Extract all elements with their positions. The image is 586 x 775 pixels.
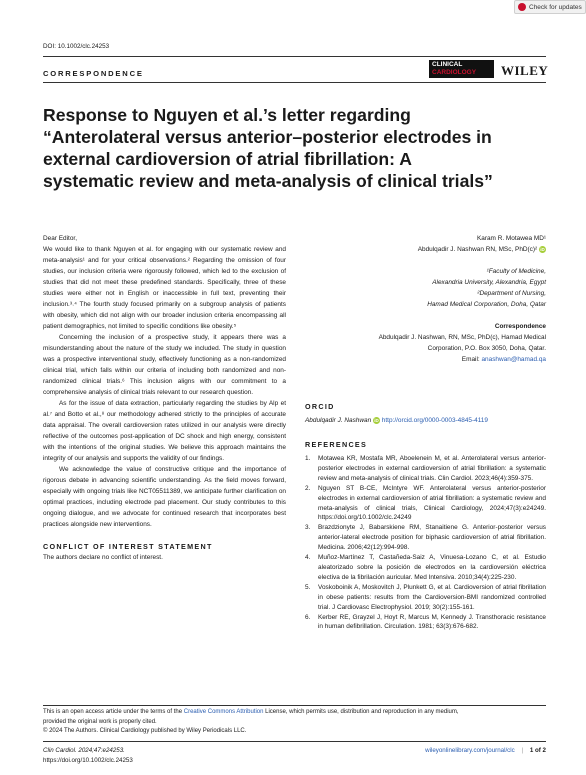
page-number: 1 of 2 <box>529 747 546 754</box>
paragraph: We would like to thank Nguyen et al. for engaging with our systematic review and meta-analysis¹ and for your critical observations.² Regarding the omission of four studies, our inclusion criteria were rigorously followed, which led to the exclusion of studies that did not meet these predefined standards. Specifically, three of these studies were either not in English or inaccessible in full text, preventing their inclusion.³˒⁴ The fourth study focused primarily on a subgroup analysis of patients with obesity, which did not align with our broader inclusion criteria encompassing all patient demographics, not limited to specific conditions like obesity.⁵ <box>43 246 286 330</box>
footer-rule <box>43 741 546 742</box>
footer-citation: Clin Cardiol. 2024;47:e24253. <box>43 747 125 754</box>
check-for-updates-icon <box>518 3 526 11</box>
article-doi: DOI: 10.1002/clc.24253 <box>43 43 110 50</box>
reference-item: 5. Voskoboinik A, Moskovitch J, Plunkett G, et al. Cardioversion of atrial fibrillation in obese patients: results from the Cardioversion-BMI randomized controlled trial. J Cardiovasc Electrophysiol. 2019; 30(2):155-161. <box>305 583 546 611</box>
orcid-block <box>305 401 546 426</box>
paragraph: We acknowledge the value of constructive critique and the importance of rigorous debate in advancing scientific understanding. As the field moves forward, especially with ongoing trials like NCT05511389, we anticipate further clarification on optimal practices, including electrode pad placement. Our study contributes to this ongoing dialogue, and we advocate for continued research that incorporates best practices alongside new interventions. <box>43 466 286 528</box>
conflict-text: The authors declare no conflict of interest. <box>43 554 163 561</box>
reference-list <box>305 454 546 632</box>
orcid-heading: ORCID <box>305 402 335 411</box>
license-link[interactable]: Creative Commons Attribution <box>183 709 264 715</box>
journal-link[interactable]: wileyonlinelibrary.com/journal/clc <box>425 747 515 754</box>
paragraph: Concerning the inclusion of a prospective study, it appears there was a misunderstanding about the nature of the study we included. The study in question was a prospective interventional study, effectively functioning as a non-randomized clinical trial, which falls within our criteria of including both randomized and non-randomized clinical trials.⁶ This inclusion aligns with our commitment to a comprehensive analysis of clinical trials relevant to our research question. <box>43 334 286 396</box>
copyright: © 2024 The Authors. Clinical Cardiology published by Wiley Periodicals LLC. <box>43 728 247 735</box>
letter-body <box>43 233 286 563</box>
email-link[interactable]: anashwan@hamad.qa <box>481 356 546 363</box>
email-label: Email: <box>461 356 480 363</box>
paragraph: As for the issue of data extraction, particularly regarding the studies by Alp et al.⁷ and Botto et al.,⁸ our methodology adhered strictly to the principles of accurate data appraisal. The overall cardioversion rates utilized in our analysis were directly reflective of the outcomes post-application of DC shock and high energy, consistent with the intentions of the original studies. We believe this approach maintains the integrity of our analysis and supports the validity of our findings. <box>43 400 286 462</box>
salutation: Dear Editor, <box>43 235 77 242</box>
license-rule <box>43 705 546 706</box>
orcid-name: Abdulqadir J. Nashwan <box>305 417 372 424</box>
footer-citation-block <box>43 746 133 766</box>
license-block <box>43 708 546 737</box>
section-rule <box>43 82 546 83</box>
references-heading: REFERENCES <box>305 440 368 449</box>
reference-item: 6. Kerber RE, Grayzel J, Hoyt R, Marcus M, Kennedy J. Transthoracic resistance in human defibrillation. Circulation. 1981; 63(3):676-682. <box>305 613 546 631</box>
journal-logo-line2: CARDIOLOGY <box>432 69 477 76</box>
correspondence-line: Corporation, P.O. Box 3050, Doha, Qatar. <box>427 345 546 352</box>
orcid-icon: iD <box>374 417 379 423</box>
footer-doi[interactable]: https://doi.org/10.1002/clc.24253 <box>43 757 133 764</box>
conflict-heading: CONFLICT OF INTEREST STATEMENT <box>43 542 213 551</box>
author-block <box>305 233 546 365</box>
reference-item: 3. Brazdzionyte J, Babarskiene RM, Stanaitiene G. Anterior-posterior versus anterior-lateral electrode position for biphasic cardioversion of atrial fibrillation. Medicina. 2006;42(12):994-998. <box>305 524 546 552</box>
author-name: Abdulqadir J. Nashwan RN, MSc, PhD(c)² <box>417 246 538 253</box>
author-name: Karam R. Motawea MD¹ <box>476 235 546 242</box>
article-title: Response to Nguyen et al.’s letter regarding “Anterolateral versus anterior–posterior electrodes in external cardioversion of atrial fibrillation: A systematic review and meta-analysis of clinical trials” <box>43 105 493 191</box>
orcid-icon[interactable]: iD <box>540 246 545 252</box>
header-rule <box>43 56 546 57</box>
footer-right-block: wileyonlinelibrary.com/journal/clc | 1 of 2 <box>425 747 546 754</box>
check-for-updates-button[interactable] <box>514 0 586 14</box>
journal-logo <box>429 60 494 78</box>
correspondence-line: Abdulqadir J. Nashwan, RN, MSc, PhD(c), Hamad Medical <box>378 334 546 341</box>
affiliation: ²Department of Nursing, <box>477 290 546 297</box>
affiliation: ¹Faculty of Medicine, <box>486 268 546 275</box>
license-text: License, which permits use, distribution and reproduction in any medium, <box>265 709 459 715</box>
reference-item: 2. Nguyen ST B-CE, McIntyre WF. Anterolateral versus anterior-posterior electrodes in external cardioversion of atrial fibrillation: a systematic review and meta-analysis of clinical trials, Clinical Cardiology, 2024;47(3):e24249. https://doi.org/10.1002/clc.24249 <box>305 484 546 522</box>
reference-item: 4. Muñoz-Martínez T, Castañeda-Saiz A, Vinuesa-Lozano C, et al. Estudio aleatorizado sobre la posición de electrodos en la cardioversión eléctrica electiva de la fibrilación auricular. Med Intensiva. 2010;34(4):225-230. <box>305 554 546 581</box>
journal-logo-line1: CLINICAL <box>432 61 463 68</box>
publisher-logo: WILEY <box>501 63 549 78</box>
orcid-link[interactable]: http://orcid.org/0000-0003-4845-4119 <box>381 417 488 424</box>
check-for-updates-label: Check for updates <box>529 3 582 11</box>
affiliation: Hamad Medical Corporation, Doha, Qatar <box>427 301 546 308</box>
license-text: provided the original work is properly cited. <box>43 718 157 725</box>
license-text: This is an open access article under the terms of the <box>43 709 183 715</box>
correspondence-heading: Correspondence <box>494 323 546 330</box>
affiliation: Alexandria University, Alexandria, Egypt <box>432 279 546 286</box>
section-label: CORRESPONDENCE <box>43 69 144 78</box>
reference-item: 1. Motawea KR, Mostafa MR, Aboelenein M, et al. Anterolateral versus anterior-posterior electrodes in external cardioversion of atrial fibrillation: a systematic review and meta-analysis of clinical trials. Clin Cardiol. 2023;46(4):359-375. <box>305 455 546 482</box>
